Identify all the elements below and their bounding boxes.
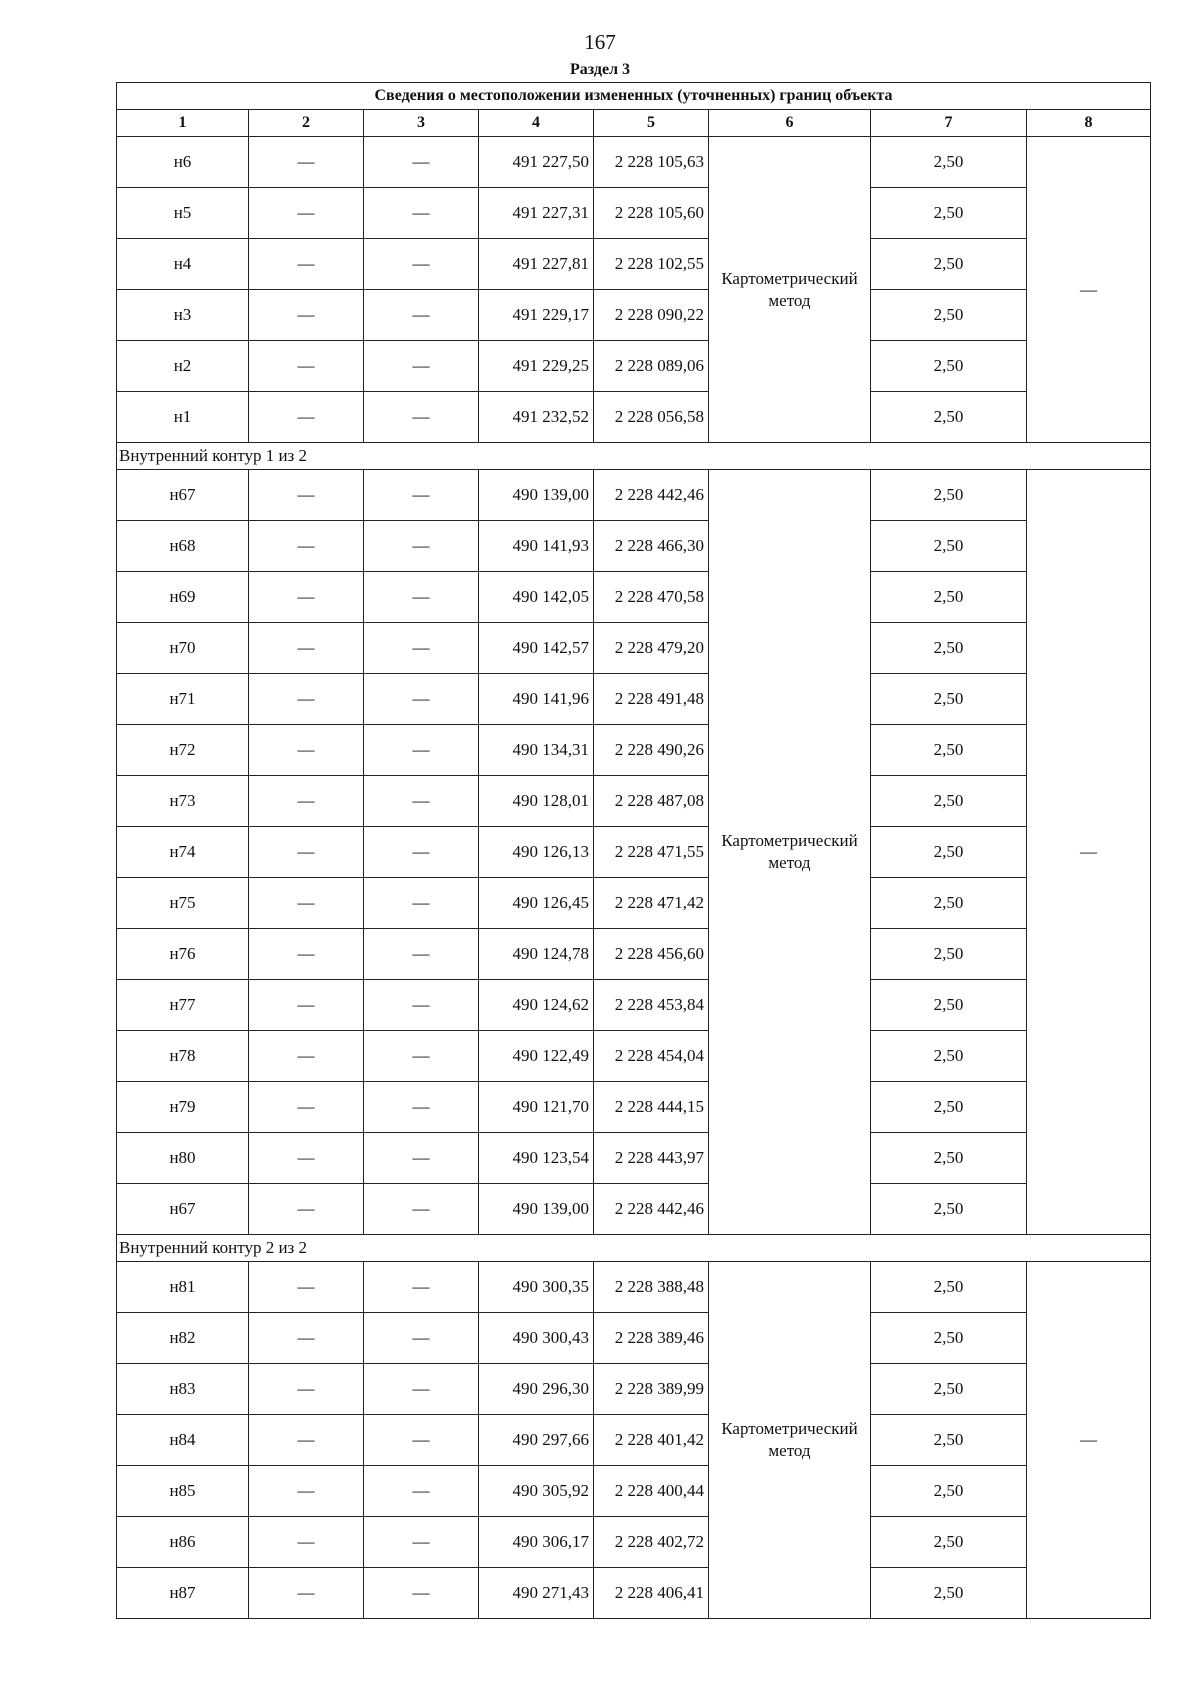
x-coordinate-cell: 490 126,13: [479, 827, 594, 878]
y-coordinate-cell: 2 228 466,30: [594, 521, 709, 572]
column-2-cell: —: [249, 1184, 364, 1235]
method-cell: Картометрический метод: [709, 1262, 871, 1619]
table-row: [117, 137, 1151, 188]
x-coordinate-cell: 490 124,78: [479, 929, 594, 980]
y-coordinate-cell: 2 228 490,26: [594, 725, 709, 776]
point-name-cell: н73: [117, 776, 249, 827]
column-2-cell: —: [249, 470, 364, 521]
column-2-cell: —: [249, 137, 364, 188]
accuracy-cell: 2,50: [871, 1031, 1027, 1082]
column-2-cell: —: [249, 1517, 364, 1568]
y-coordinate-cell: 2 228 401,42: [594, 1415, 709, 1466]
x-coordinate-cell: 490 306,17: [479, 1517, 594, 1568]
x-coordinate-cell: 490 128,01: [479, 776, 594, 827]
accuracy-cell: 2,50: [871, 1082, 1027, 1133]
x-coordinate-cell: 490 139,00: [479, 470, 594, 521]
point-name-cell: н80: [117, 1133, 249, 1184]
y-coordinate-cell: 2 228 388,48: [594, 1262, 709, 1313]
y-coordinate-cell: 2 228 479,20: [594, 623, 709, 674]
coordinates-table: [116, 82, 1151, 1619]
section-title: Раздел 3: [569, 61, 631, 78]
table-row: [117, 1082, 1151, 1133]
x-coordinate-cell: 490 121,70: [479, 1082, 594, 1133]
accuracy-cell: 2,50: [871, 572, 1027, 623]
point-name-cell: н67: [117, 1184, 249, 1235]
y-coordinate-cell: 2 228 102,55: [594, 239, 709, 290]
y-coordinate-cell: 2 228 491,48: [594, 674, 709, 725]
accuracy-cell: 2,50: [871, 239, 1027, 290]
point-name-cell: н6: [117, 137, 249, 188]
y-coordinate-cell: 2 228 442,46: [594, 1184, 709, 1235]
point-name-cell: н76: [117, 929, 249, 980]
method-cell: Картометрический метод: [709, 137, 871, 443]
table-row: [117, 1184, 1151, 1235]
column-3-cell: —: [364, 1364, 479, 1415]
y-coordinate-cell: 2 228 089,06: [594, 341, 709, 392]
table-row: [117, 1031, 1151, 1082]
table-row: [117, 1262, 1151, 1313]
y-coordinate-cell: 2 228 456,60: [594, 929, 709, 980]
column-3-cell: —: [364, 521, 479, 572]
column-header: 5: [594, 110, 709, 137]
column-2-cell: —: [249, 341, 364, 392]
point-name-cell: н77: [117, 980, 249, 1031]
column-2-cell: —: [249, 1313, 364, 1364]
column-2-cell: —: [249, 623, 364, 674]
column-3-cell: —: [364, 572, 479, 623]
y-coordinate-cell: 2 228 454,04: [594, 1031, 709, 1082]
x-coordinate-cell: 490 126,45: [479, 878, 594, 929]
column-2-cell: —: [249, 1364, 364, 1415]
accuracy-cell: 2,50: [871, 725, 1027, 776]
x-coordinate-cell: 490 300,43: [479, 1313, 594, 1364]
x-coordinate-cell: 490 134,31: [479, 725, 594, 776]
column-header: 1: [117, 110, 249, 137]
point-name-cell: н68: [117, 521, 249, 572]
column-2-cell: —: [249, 392, 364, 443]
x-coordinate-cell: 490 305,92: [479, 1466, 594, 1517]
accuracy-cell: 2,50: [871, 878, 1027, 929]
x-coordinate-cell: 490 124,62: [479, 980, 594, 1031]
table-row: [117, 1568, 1151, 1619]
column-2-cell: —: [249, 980, 364, 1031]
accuracy-cell: 2,50: [871, 674, 1027, 725]
point-name-cell: н72: [117, 725, 249, 776]
table-caption: Сведения о местоположении измененных (уточненных) границ объекта: [117, 83, 1151, 110]
table-row: [117, 623, 1151, 674]
column-2-cell: —: [249, 1415, 364, 1466]
column-2-cell: —: [249, 1082, 364, 1133]
point-name-cell: н82: [117, 1313, 249, 1364]
accuracy-cell: 2,50: [871, 341, 1027, 392]
x-coordinate-cell: 491 227,31: [479, 188, 594, 239]
table-row: [117, 725, 1151, 776]
table-row: [117, 1313, 1151, 1364]
x-coordinate-cell: 491 229,17: [479, 290, 594, 341]
y-coordinate-cell: 2 228 389,46: [594, 1313, 709, 1364]
x-coordinate-cell: 490 139,00: [479, 1184, 594, 1235]
column-3-cell: —: [364, 137, 479, 188]
point-name-cell: н3: [117, 290, 249, 341]
column-header: 4: [479, 110, 594, 137]
column-3-cell: —: [364, 827, 479, 878]
column-3-cell: —: [364, 1415, 479, 1466]
point-name-cell: н70: [117, 623, 249, 674]
column-3-cell: —: [364, 1082, 479, 1133]
x-coordinate-cell: 490 141,96: [479, 674, 594, 725]
y-coordinate-cell: 2 228 105,63: [594, 137, 709, 188]
x-coordinate-cell: 490 300,35: [479, 1262, 594, 1313]
column-3-cell: —: [364, 341, 479, 392]
table-caption-row: [117, 83, 1151, 110]
point-name-cell: н75: [117, 878, 249, 929]
x-coordinate-cell: 490 142,05: [479, 572, 594, 623]
accuracy-cell: 2,50: [871, 290, 1027, 341]
accuracy-cell: 2,50: [871, 1364, 1027, 1415]
table-row: [117, 1364, 1151, 1415]
table-row: [117, 980, 1151, 1031]
accuracy-cell: 2,50: [871, 1313, 1027, 1364]
column-8-cell: —: [1027, 1262, 1151, 1619]
column-2-cell: —: [249, 827, 364, 878]
accuracy-cell: 2,50: [871, 392, 1027, 443]
table-row: [117, 521, 1151, 572]
table-row: [117, 827, 1151, 878]
table-row: [117, 290, 1151, 341]
x-coordinate-cell: 490 141,93: [479, 521, 594, 572]
point-name-cell: н85: [117, 1466, 249, 1517]
column-3-cell: —: [364, 1262, 479, 1313]
column-3-cell: —: [364, 1313, 479, 1364]
x-coordinate-cell: 491 229,25: [479, 341, 594, 392]
column-header: 3: [364, 110, 479, 137]
column-3-cell: —: [364, 188, 479, 239]
y-coordinate-cell: 2 228 471,42: [594, 878, 709, 929]
column-2-cell: —: [249, 929, 364, 980]
y-coordinate-cell: 2 228 402,72: [594, 1517, 709, 1568]
point-name-cell: н87: [117, 1568, 249, 1619]
table-row: [117, 392, 1151, 443]
table-row: [117, 341, 1151, 392]
y-coordinate-cell: 2 228 470,58: [594, 572, 709, 623]
contour-heading: Внутренний контур 1 из 2: [117, 443, 1151, 470]
column-header-row: [117, 110, 1151, 137]
column-3-cell: —: [364, 470, 479, 521]
point-name-cell: н78: [117, 1031, 249, 1082]
y-coordinate-cell: 2 228 443,97: [594, 1133, 709, 1184]
column-header: 2: [249, 110, 364, 137]
column-3-cell: —: [364, 239, 479, 290]
column-2-cell: —: [249, 239, 364, 290]
column-3-cell: —: [364, 1133, 479, 1184]
x-coordinate-cell: 490 122,49: [479, 1031, 594, 1082]
accuracy-cell: 2,50: [871, 827, 1027, 878]
column-3-cell: —: [364, 392, 479, 443]
column-2-cell: —: [249, 1133, 364, 1184]
point-name-cell: н86: [117, 1517, 249, 1568]
method-cell: Картометрический метод: [709, 470, 871, 1235]
contour-heading-row: [117, 1235, 1151, 1262]
y-coordinate-cell: 2 228 442,46: [594, 470, 709, 521]
point-name-cell: н2: [117, 341, 249, 392]
accuracy-cell: 2,50: [871, 1517, 1027, 1568]
y-coordinate-cell: 2 228 444,15: [594, 1082, 709, 1133]
table-row: [117, 572, 1151, 623]
accuracy-cell: 2,50: [871, 1184, 1027, 1235]
column-2-cell: —: [249, 878, 364, 929]
column-3-cell: —: [364, 1184, 479, 1235]
y-coordinate-cell: 2 228 090,22: [594, 290, 709, 341]
point-name-cell: н71: [117, 674, 249, 725]
column-3-cell: —: [364, 1517, 479, 1568]
column-3-cell: —: [364, 1031, 479, 1082]
column-2-cell: —: [249, 725, 364, 776]
table-row: [117, 470, 1151, 521]
y-coordinate-cell: 2 228 487,08: [594, 776, 709, 827]
column-8-cell: —: [1027, 470, 1151, 1235]
x-coordinate-cell: 490 142,57: [479, 623, 594, 674]
accuracy-cell: 2,50: [871, 188, 1027, 239]
point-name-cell: н67: [117, 470, 249, 521]
point-name-cell: н81: [117, 1262, 249, 1313]
column-2-cell: —: [249, 1568, 364, 1619]
column-2-cell: —: [249, 572, 364, 623]
table-row: [117, 188, 1151, 239]
x-coordinate-cell: 490 297,66: [479, 1415, 594, 1466]
accuracy-cell: 2,50: [871, 1262, 1027, 1313]
column-3-cell: —: [364, 776, 479, 827]
column-3-cell: —: [364, 725, 479, 776]
contour-heading-row: [117, 443, 1151, 470]
y-coordinate-cell: 2 228 406,41: [594, 1568, 709, 1619]
column-3-cell: —: [364, 980, 479, 1031]
column-3-cell: —: [364, 929, 479, 980]
contour-heading: Внутренний контур 2 из 2: [117, 1235, 1151, 1262]
accuracy-cell: 2,50: [871, 623, 1027, 674]
table-row: [117, 1466, 1151, 1517]
column-3-cell: —: [364, 623, 479, 674]
x-coordinate-cell: 491 227,81: [479, 239, 594, 290]
x-coordinate-cell: 490 296,30: [479, 1364, 594, 1415]
page-number: 167: [584, 30, 616, 54]
column-3-cell: —: [364, 878, 479, 929]
point-name-cell: н84: [117, 1415, 249, 1466]
y-coordinate-cell: 2 228 400,44: [594, 1466, 709, 1517]
column-2-cell: —: [249, 1466, 364, 1517]
point-name-cell: н83: [117, 1364, 249, 1415]
table-row: [117, 1517, 1151, 1568]
x-coordinate-cell: 490 123,54: [479, 1133, 594, 1184]
x-coordinate-cell: 490 271,43: [479, 1568, 594, 1619]
column-header: 8: [1027, 110, 1151, 137]
point-name-cell: н5: [117, 188, 249, 239]
column-8-cell: —: [1027, 137, 1151, 443]
column-3-cell: —: [364, 1466, 479, 1517]
y-coordinate-cell: 2 228 389,99: [594, 1364, 709, 1415]
x-coordinate-cell: 491 227,50: [479, 137, 594, 188]
accuracy-cell: 2,50: [871, 1415, 1027, 1466]
accuracy-cell: 2,50: [871, 1133, 1027, 1184]
table-body: [117, 83, 1151, 1619]
column-2-cell: —: [249, 674, 364, 725]
table-row: [117, 776, 1151, 827]
table-row: [117, 1133, 1151, 1184]
y-coordinate-cell: 2 228 105,60: [594, 188, 709, 239]
accuracy-cell: 2,50: [871, 980, 1027, 1031]
point-name-cell: н4: [117, 239, 249, 290]
y-coordinate-cell: 2 228 471,55: [594, 827, 709, 878]
column-2-cell: —: [249, 1031, 364, 1082]
column-header: 7: [871, 110, 1027, 137]
point-name-cell: н79: [117, 1082, 249, 1133]
y-coordinate-cell: 2 228 453,84: [594, 980, 709, 1031]
column-3-cell: —: [364, 1568, 479, 1619]
column-2-cell: —: [249, 521, 364, 572]
accuracy-cell: 2,50: [871, 1466, 1027, 1517]
column-2-cell: —: [249, 188, 364, 239]
table-row: [117, 239, 1151, 290]
accuracy-cell: 2,50: [871, 521, 1027, 572]
point-name-cell: н69: [117, 572, 249, 623]
accuracy-cell: 2,50: [871, 929, 1027, 980]
column-2-cell: —: [249, 776, 364, 827]
column-2-cell: —: [249, 1262, 364, 1313]
accuracy-cell: 2,50: [871, 776, 1027, 827]
column-3-cell: —: [364, 674, 479, 725]
table-row: [117, 878, 1151, 929]
point-name-cell: н74: [117, 827, 249, 878]
table-row: [117, 1415, 1151, 1466]
accuracy-cell: 2,50: [871, 1568, 1027, 1619]
accuracy-cell: 2,50: [871, 137, 1027, 188]
column-header: 6: [709, 110, 871, 137]
table-row: [117, 929, 1151, 980]
accuracy-cell: 2,50: [871, 470, 1027, 521]
column-2-cell: —: [249, 290, 364, 341]
y-coordinate-cell: 2 228 056,58: [594, 392, 709, 443]
point-name-cell: н1: [117, 392, 249, 443]
column-3-cell: —: [364, 290, 479, 341]
table-row: [117, 674, 1151, 725]
x-coordinate-cell: 491 232,52: [479, 392, 594, 443]
